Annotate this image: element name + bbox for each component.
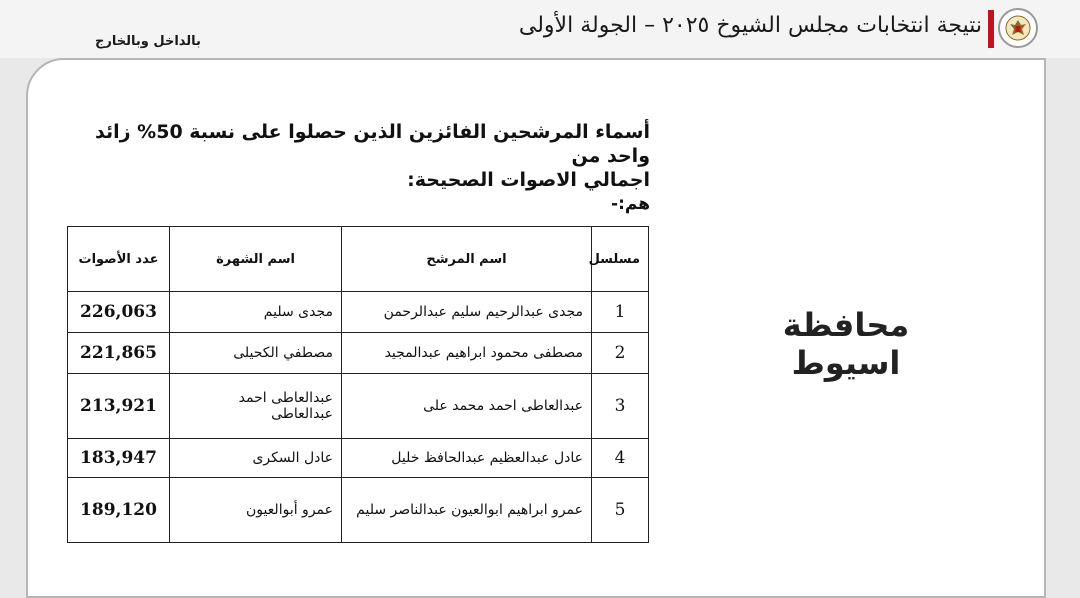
- table-row: [68, 374, 649, 439]
- page-subtitle: بالداخل وبالخارج: [95, 34, 201, 49]
- known-as-cell: عبدالعاطى احمد عبدالعاطى: [170, 374, 342, 439]
- header-candidate: اسم المرشح: [342, 227, 592, 292]
- accent-bar: [988, 10, 994, 48]
- table-header-row: [68, 227, 649, 292]
- known-as-cell: مصطفي الكحيلى: [170, 333, 342, 374]
- eagle-emblem-icon: [998, 8, 1038, 48]
- known-as-cell: عادل السكرى: [170, 439, 342, 478]
- intro-line-1: أسماء المرشحين الفائزين الذين حصلوا على نسبة 50% زائد واحد من: [95, 121, 650, 167]
- results-table: [67, 226, 649, 543]
- intro-line-2: اجمالي الاصوات الصحيحة:: [407, 169, 650, 191]
- candidate-cell: عادل عبدالعظيم عبدالحافظ خليل: [342, 439, 592, 478]
- votes-cell: 221,865: [68, 333, 170, 374]
- intro-text: [90, 120, 650, 216]
- header-bar: [0, 0, 1080, 58]
- candidate-cell: عبدالعاطى احمد محمد على: [342, 374, 592, 439]
- known-as-cell: عمرو أبوالعيون: [170, 478, 342, 543]
- candidate-cell: مجدى عبدالرحيم سليم عبدالرحمن: [342, 292, 592, 333]
- header-votes: عدد الأصوات: [68, 227, 170, 292]
- intro-line-3: هم:-: [611, 194, 650, 214]
- table-row: [68, 292, 649, 333]
- serial-cell: 2: [592, 333, 649, 374]
- table-row: [68, 439, 649, 478]
- votes-cell: 213,921: [68, 374, 170, 439]
- serial-cell: 4: [592, 439, 649, 478]
- serial-cell: 5: [592, 478, 649, 543]
- serial-cell: 3: [592, 374, 649, 439]
- page-title: نتيجة انتخابات مجلس الشيوخ ٢٠٢٥ – الجولة الأولى: [518, 13, 982, 38]
- votes-cell: 183,947: [68, 439, 170, 478]
- votes-cell: 226,063: [68, 292, 170, 333]
- candidate-cell: عمرو ابراهيم ابوالعيون عبدالناصر سليم: [342, 478, 592, 543]
- table-row: [68, 478, 649, 543]
- table-row: [68, 333, 649, 374]
- candidate-cell: مصطفى محمود ابراهيم عبدالمجيد: [342, 333, 592, 374]
- header-serial: مسلسل: [592, 227, 649, 292]
- header-known-as: اسم الشهرة: [170, 227, 342, 292]
- serial-cell: 1: [592, 292, 649, 333]
- votes-cell: 189,120: [68, 478, 170, 543]
- governorate-title: محافظة اسيوط: [782, 306, 910, 382]
- known-as-cell: مجدى سليم: [170, 292, 342, 333]
